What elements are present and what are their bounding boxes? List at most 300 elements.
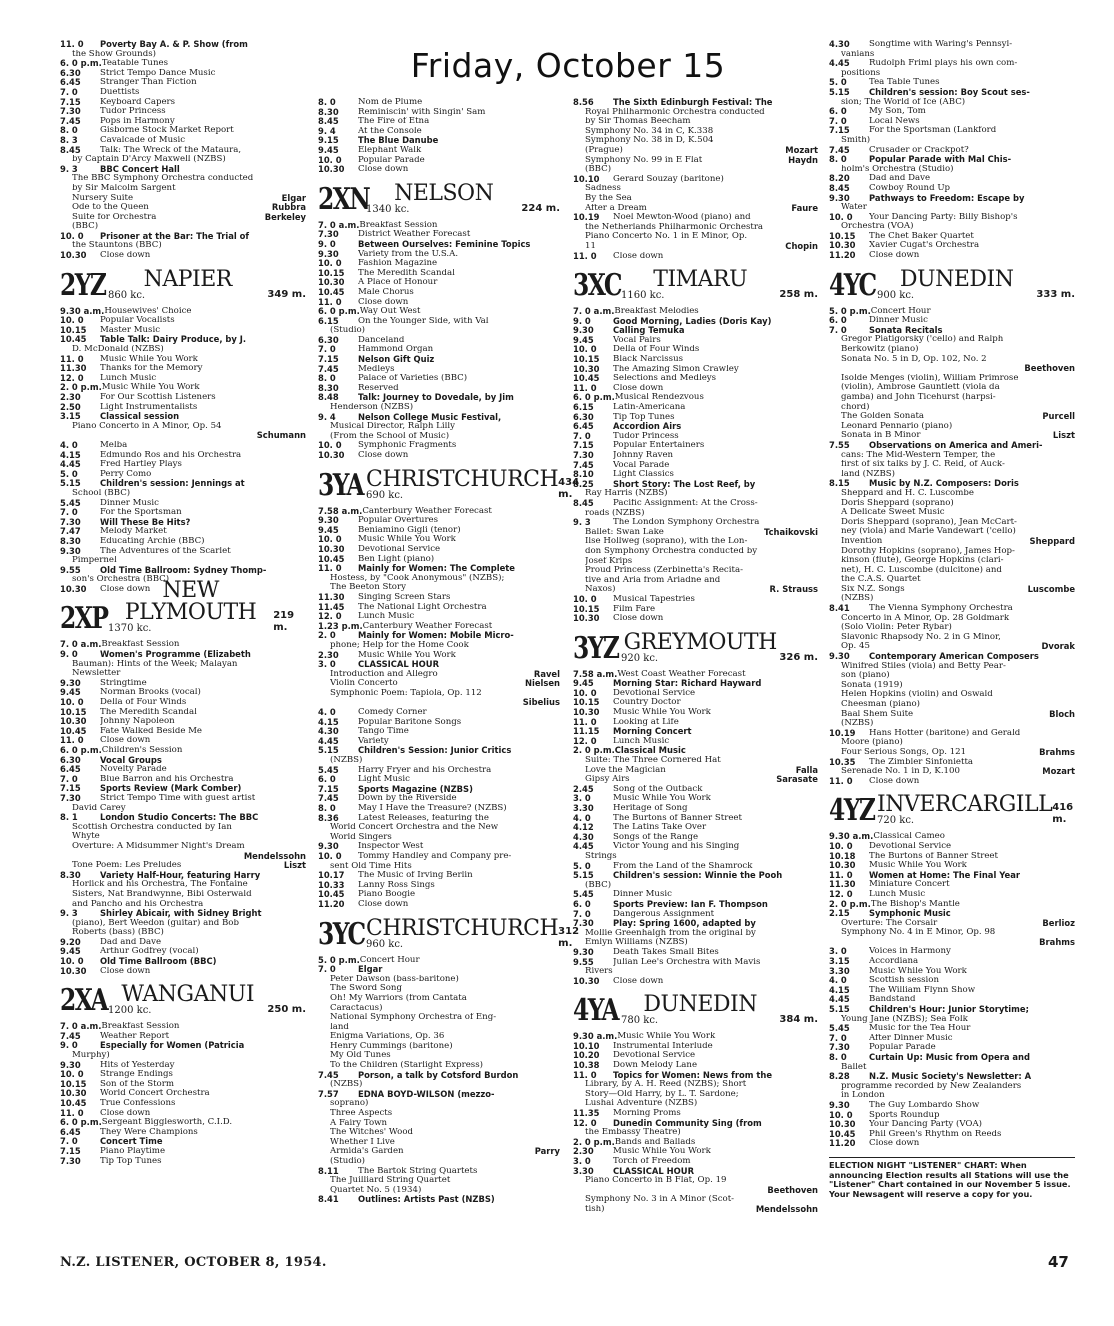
programme-title: the Stauntons (BBC): [72, 241, 162, 251]
programme-line: [829, 700, 1075, 710]
station-name-block: [621, 994, 779, 1026]
programme-title: Suite: The Three Cornered Hat: [585, 756, 721, 766]
programme-line: [318, 900, 560, 910]
programme-time: 6. 0: [829, 107, 847, 117]
programme-line: [829, 594, 1075, 604]
programme-title: Blue Barron and his Orchestra: [100, 774, 234, 784]
programme-title: Classical Cameo: [873, 832, 945, 842]
programme-time: 10.20: [573, 1051, 600, 1061]
composer: Sheppard: [1029, 536, 1075, 546]
programme-time: [318, 862, 330, 872]
programme-title: The Meredith Scandal: [358, 268, 455, 278]
programme-title: Lunch Music: [358, 612, 415, 622]
programme-line: [829, 422, 1075, 432]
programme-title: Good Morning, Ladies (Doris Kay): [613, 316, 772, 326]
programme-time: 5.15: [829, 87, 850, 97]
programme-time: 9.45: [573, 679, 594, 689]
programme-time: 10.18: [829, 851, 856, 861]
programme-line: [318, 612, 560, 622]
programme-line: [573, 1128, 818, 1138]
programme-time: 1.23 p.m.: [318, 621, 363, 631]
programme-time: [318, 641, 330, 651]
programme-time: 11.30: [829, 880, 856, 890]
programme-line: [318, 622, 560, 632]
programme-line: [829, 1043, 1075, 1053]
programme-title: Pacific Assignment: At the Cross-: [613, 498, 758, 508]
programme-line: [829, 976, 1075, 986]
programme-line: [573, 518, 818, 528]
programme-title: Lanny Ross Sings: [358, 880, 435, 890]
programme-line: [60, 232, 306, 242]
station-wavelength: 384 m.: [779, 1014, 818, 1026]
programme-line: [60, 174, 306, 184]
programme-title: Music While You Work: [613, 1147, 711, 1157]
programme-line: [573, 852, 818, 862]
programme-title: Elgar: [358, 965, 383, 975]
programme-line: [318, 432, 560, 442]
programme-line: [318, 718, 560, 728]
programme-title: sent Old Time Hits: [330, 861, 412, 871]
programme-title: (BBC): [585, 165, 612, 175]
programme-time: 8.10: [573, 470, 594, 480]
programme-time: 4.45: [318, 736, 339, 746]
programme-line: [318, 127, 560, 137]
column-3: [573, 98, 818, 1215]
programme-title: Nursery Suite: [72, 193, 134, 203]
programme-title: Leonard Pennario (piano): [841, 421, 953, 431]
programme-time: 4.30: [829, 40, 850, 49]
programme-line: [60, 508, 306, 518]
programme-title: Armida's Garden: [330, 1147, 404, 1157]
programme-title: son's Orchestra (BBC): [72, 575, 170, 585]
programme-title: Singing Screen Stars: [358, 592, 451, 602]
station-name: CHRISTCHURCH: [366, 466, 559, 492]
programme-time: [60, 431, 72, 441]
programme-line: [318, 336, 560, 346]
programme-title: A Delicate Sweet Music: [841, 508, 945, 518]
programme-time: [60, 880, 72, 890]
programme-line: [829, 403, 1075, 413]
programme-line: [318, 785, 560, 795]
station-name-block: [366, 180, 521, 215]
programme-line: [573, 537, 818, 547]
programme-time: 10.30: [573, 364, 600, 374]
programme-title: Story—Old Harry, by L. T. Sardone;: [585, 1089, 739, 1099]
programme-time: 7.30: [573, 919, 594, 929]
programme-time: 10.30: [829, 241, 856, 251]
programme-title: Close down: [358, 451, 409, 460]
programme-line: [573, 871, 818, 881]
programme-title: Doris Sheppard (soprano), Jean McCart-: [841, 517, 1017, 527]
programme-title: Roberts (bass) (BBC): [72, 928, 164, 938]
programme-line: [829, 852, 1075, 862]
programme-title: Women's Programme (Elizabeth: [100, 650, 251, 660]
programme-line: [60, 660, 306, 670]
programme-title: Housewives' Choice: [104, 306, 192, 316]
programme-time: [573, 528, 585, 538]
station-wavelength: 326 m.: [779, 651, 818, 663]
programme-line: [829, 537, 1075, 547]
programme-title: Close down: [100, 966, 151, 976]
programme-time: 7. 0: [829, 1033, 847, 1043]
programme-line: [60, 765, 306, 775]
programme-title: Moore (piano): [841, 738, 903, 748]
programme-time: 12. 0: [573, 1118, 597, 1128]
programme-time: 5. 0: [60, 469, 78, 479]
programme-line: [573, 814, 818, 824]
programme-time: 8. 0: [318, 374, 336, 384]
programme-line: [60, 316, 306, 326]
programme-time: 9. 3: [60, 164, 78, 174]
station-name-block: [108, 266, 267, 301]
programme-line: [573, 365, 818, 375]
programme-time: 7.45: [60, 116, 81, 126]
programme-line: [573, 919, 818, 929]
programme-time: 6. 0 p.m.: [573, 393, 615, 403]
programme-line: [829, 986, 1075, 996]
programme-line: [573, 977, 818, 987]
programme-time: [60, 832, 72, 842]
programme-title: Ode to the Queen: [72, 203, 149, 213]
programme-time: 7.30: [318, 230, 339, 240]
programme-line: [60, 756, 306, 766]
programme-time: 8.48: [318, 393, 339, 403]
programme-title: Bauman): Hints of the Week; Malayan: [72, 659, 238, 669]
programme-title: (NZBS): [330, 756, 363, 766]
programme-time: 7. 0 a.m.: [60, 640, 102, 650]
programme-time: [829, 614, 841, 624]
programme-time: [573, 184, 585, 194]
programme-line: [60, 431, 306, 441]
programme-time: [573, 1186, 585, 1196]
programme-time: 9.15: [318, 136, 339, 146]
programme-line: [60, 842, 306, 852]
programme-line: [573, 746, 818, 756]
programme-time: [829, 575, 841, 585]
programme-title: Henry Cummings (baritone): [330, 1041, 453, 1051]
programme-title: A Place of Honour: [358, 278, 438, 288]
programme-line: [829, 681, 1075, 691]
programme-line: [318, 240, 560, 250]
composer: Beethoven: [1024, 364, 1075, 374]
programme-line: [318, 441, 560, 451]
programme-title: Lushai Adventure (NZBS): [585, 1099, 698, 1109]
programme-title: (Solo Violin: Peter Rybar): [841, 623, 952, 633]
programme-line: [60, 107, 306, 117]
programme-title: Morning Proms: [613, 1109, 681, 1119]
programme-line: [573, 576, 818, 586]
programme-time: [829, 919, 841, 929]
programme-line: [829, 527, 1075, 537]
programme-line: [573, 117, 818, 127]
programme-title: London Studio Concerts: The BBC: [100, 813, 259, 823]
programme-title: Vocal Parade: [613, 460, 670, 470]
programme-title: Smith): [841, 135, 871, 145]
programme-title: Women at Home: The Final Year: [869, 870, 1021, 880]
programme-title: Pathways to Freedom: Escape by: [869, 193, 1025, 203]
programme-line: [60, 698, 306, 708]
programme-time: 8.45: [60, 145, 81, 155]
programme-time: 9.30: [318, 516, 339, 526]
programme-time: [829, 508, 841, 518]
composer: Mozart: [785, 145, 818, 155]
station-name: DUNEDIN: [643, 992, 757, 1018]
programme-title: [330, 698, 519, 708]
programme-title: Newsletter: [72, 669, 121, 679]
programme-line: [60, 679, 306, 689]
programme-time: 10.33: [318, 880, 345, 890]
programme-time: [829, 748, 841, 758]
programme-title: by Sir Malcolm Sargent: [72, 183, 176, 193]
programme-time: [573, 881, 585, 891]
programme-title: Voices in Harmony: [869, 947, 951, 957]
programme-title: Nelson Gift Quiz: [358, 355, 435, 365]
programme-line: [60, 422, 306, 432]
programme-time: 7. 0 a.m.: [318, 220, 360, 230]
programme-title: Local News: [869, 116, 920, 126]
programme-time: 8. 0: [829, 1053, 847, 1062]
programme-time: 6.30: [60, 68, 81, 78]
programme-title: Doris Sheppard (soprano): [841, 498, 954, 508]
programme-line: [829, 767, 1075, 777]
programme-title: Table Talk: Dairy Produce, by J.: [100, 335, 247, 345]
programme-time: 2.45: [573, 784, 594, 794]
programme-time: [318, 1109, 330, 1119]
programme-title: Piano Boogie: [358, 890, 416, 900]
programme-line: [829, 995, 1075, 1005]
station-heading: [60, 982, 306, 1019]
programme-title: Black Narcissus: [613, 355, 684, 365]
programme-title: Old Time Ballroom: Sydney Thomp-: [100, 565, 267, 575]
programme-time: 9. 3: [60, 909, 78, 919]
programme-title: Lunch Music: [869, 889, 926, 899]
programme-time: 5.45: [573, 890, 594, 900]
programme-line: [829, 566, 1075, 576]
programme-line: [318, 1099, 560, 1109]
programme-time: 7. 0 a.m.: [573, 307, 615, 317]
station-frequency: 960 kc.: [366, 938, 404, 950]
programme-time: 11.20: [829, 1139, 856, 1149]
programme-title: National Symphony Orchestra of Eng-: [330, 1013, 497, 1023]
programme-line: [829, 947, 1075, 957]
programme-title: Music While You Work: [101, 383, 200, 393]
programme-time: 9.55: [573, 957, 594, 967]
programme-title: Popular Overtures: [358, 516, 439, 526]
programme-line: [829, 690, 1075, 700]
programme-line: [318, 1128, 560, 1138]
programme-title: Thanks for the Memory: [100, 364, 203, 374]
programme-title: Devotional Service: [869, 841, 952, 851]
programme-time: 9.30: [573, 947, 594, 957]
programme-time: 8.36: [318, 813, 339, 823]
programme-line: [318, 679, 560, 689]
programme-time: 7.55: [829, 440, 850, 450]
programme-line: [318, 756, 560, 766]
programme-title: Concerto in A Minor, Op. 28 Goldmark: [841, 613, 1010, 623]
programme-title: Palace of Varieties (BBC): [358, 374, 468, 384]
programme-line: [573, 766, 818, 776]
station-frequency: 900 kc.: [877, 289, 915, 301]
programme-title: Close down: [100, 736, 151, 746]
column-4: [829, 40, 1075, 1199]
programme-time: 10.45: [60, 1099, 87, 1108]
programme-line: [60, 393, 306, 403]
station-wavelength: 258 m.: [779, 289, 818, 301]
programme-line: [573, 1119, 818, 1129]
programme-line: [318, 146, 560, 156]
programme-line: [318, 117, 560, 127]
programme-line: [60, 727, 306, 737]
composer: Sarasate: [776, 775, 818, 785]
programme-title: Short Story: The Lost Reef, by: [613, 479, 756, 489]
programme-title: Breakfast Session: [101, 1022, 180, 1032]
programme-title: Pops in Harmony: [100, 116, 175, 126]
programme-line: [60, 241, 306, 251]
programme-time: [829, 412, 841, 422]
programme-line: [60, 403, 306, 413]
programme-line: [318, 641, 560, 651]
station-callsign: 3YC: [318, 916, 365, 952]
programme-line: [573, 326, 818, 336]
programme-line: [318, 965, 560, 975]
programme-title: Popular Baritone Songs: [358, 717, 462, 727]
programme-title: Sonata (1919): [841, 680, 903, 690]
programme-time: [60, 222, 72, 232]
station-programmes: [60, 640, 306, 976]
station-name-block: [877, 266, 1036, 301]
programme-time: 10.30: [573, 708, 600, 718]
programme-time: 6.45: [60, 1127, 81, 1137]
programme-title: Strange Endings: [100, 1070, 173, 1080]
programme-title: The Witches' Wood: [330, 1128, 414, 1138]
programme-title: Whyte: [72, 832, 100, 842]
programme-time: 5. 0 p.m.: [829, 306, 871, 316]
programme-title: Down Melody Lane: [613, 1061, 698, 1071]
programme-time: 7.45: [573, 460, 594, 470]
programme-title: (piano), Bert Weedon (guitar) and Bob: [72, 918, 239, 928]
programme-title: True Confessions: [100, 1099, 176, 1108]
programme-time: [318, 1157, 330, 1167]
programme-line: [829, 335, 1075, 345]
programme-title: Topics for Women: News from the: [613, 1070, 772, 1080]
programme-line: [829, 642, 1075, 652]
programme-title: (NZBS): [841, 719, 874, 729]
programme-time: 3.30: [573, 1166, 594, 1176]
programme-line: [829, 1120, 1075, 1130]
programme-title: Phil Green's Rhythm on Reeds: [869, 1129, 1002, 1139]
programme-time: 11.30: [60, 364, 87, 374]
programme-line: [573, 1186, 818, 1196]
programme-time: 10.30: [573, 614, 600, 624]
programme-title: 11: [585, 241, 596, 251]
programme-line: [60, 1022, 306, 1032]
programme-line: [60, 364, 306, 374]
programme-time: 10. 0: [60, 231, 84, 241]
programme-line: [573, 1195, 818, 1205]
programme-time: 4.15: [829, 985, 850, 995]
programme-line: [829, 957, 1075, 967]
programme-time: 7.45: [318, 364, 339, 374]
programme-line: [60, 688, 306, 698]
programme-title: [841, 364, 1020, 374]
programme-title: Overture: A Midsummer Night's Dream: [72, 841, 245, 851]
programme-line: [60, 441, 306, 451]
programme-title: Cheesman (piano): [841, 700, 921, 709]
programme-time: 12. 0: [60, 373, 84, 383]
programme-time: [573, 1195, 585, 1205]
programme-line: [318, 403, 560, 413]
programme-title: Miniature Concert: [869, 880, 950, 890]
programme-title: Variety: [358, 736, 389, 746]
programme-line: [318, 1023, 560, 1033]
programme-time: 7.45: [318, 794, 339, 804]
programme-title: Down by the Riverside: [358, 794, 457, 804]
programme-title: Piano Concerto No. 1 in E Minor, Op.: [585, 232, 748, 242]
programme-line: [60, 650, 306, 660]
programme-title: Isolde Menges (violin), William Primrose: [841, 373, 1019, 383]
programme-line: [318, 593, 560, 603]
programme-line: [318, 345, 560, 355]
programme-title: Close down: [358, 165, 409, 175]
programme-time: [573, 127, 585, 137]
composer: Purcell: [1042, 412, 1075, 422]
programme-line: [60, 88, 306, 98]
programme-time: 7.15: [60, 1146, 81, 1156]
programme-line: [318, 660, 560, 670]
station-name: NAPIER: [143, 266, 232, 292]
programme-time: [318, 670, 330, 680]
programme-line: [318, 833, 560, 843]
programme-line: [318, 288, 560, 298]
station-heading: [318, 181, 560, 215]
programme-time: [829, 136, 841, 146]
programme-line: [573, 393, 818, 403]
composer: Elgar: [281, 193, 306, 203]
programme-line: [573, 775, 818, 785]
programme-title: Classical session: [100, 412, 180, 422]
programme-time: [829, 460, 841, 470]
programme-line: [60, 460, 306, 470]
station-programmes: [829, 307, 1075, 787]
programme-title: Reserved: [358, 383, 399, 393]
programme-title: Music While You Work: [617, 1032, 716, 1042]
programme-title: ney (viola) and Marie Vandewart ('cello): [841, 527, 1016, 537]
programme-title: Close down: [613, 976, 664, 986]
programme-time: [60, 804, 72, 814]
programme-time: 9.30: [829, 1100, 850, 1110]
programme-time: [60, 660, 72, 670]
station-frequency: 720 kc.: [877, 815, 915, 827]
programme-time: 7.30: [60, 1156, 81, 1166]
programme-time: 6. 0: [573, 899, 591, 909]
programme-title: Popular Entertainers: [613, 441, 705, 451]
programme-time: 11. 0: [573, 1070, 597, 1080]
programme-time: [829, 738, 841, 748]
programme-title: Close down: [869, 776, 920, 786]
programme-line: [829, 59, 1075, 69]
programme-time: 8.45: [829, 183, 850, 193]
programme-line: [573, 614, 818, 624]
programme-time: [318, 698, 330, 708]
programme-time: 9.30 a.m.: [573, 1032, 618, 1042]
programme-line: [60, 213, 306, 223]
programme-line: [60, 451, 306, 461]
programme-line: [318, 1080, 560, 1090]
programme-line: [318, 365, 560, 375]
programme-line: [829, 900, 1075, 910]
programme-line: [573, 1205, 818, 1215]
programme-time: 10.15: [573, 604, 600, 614]
